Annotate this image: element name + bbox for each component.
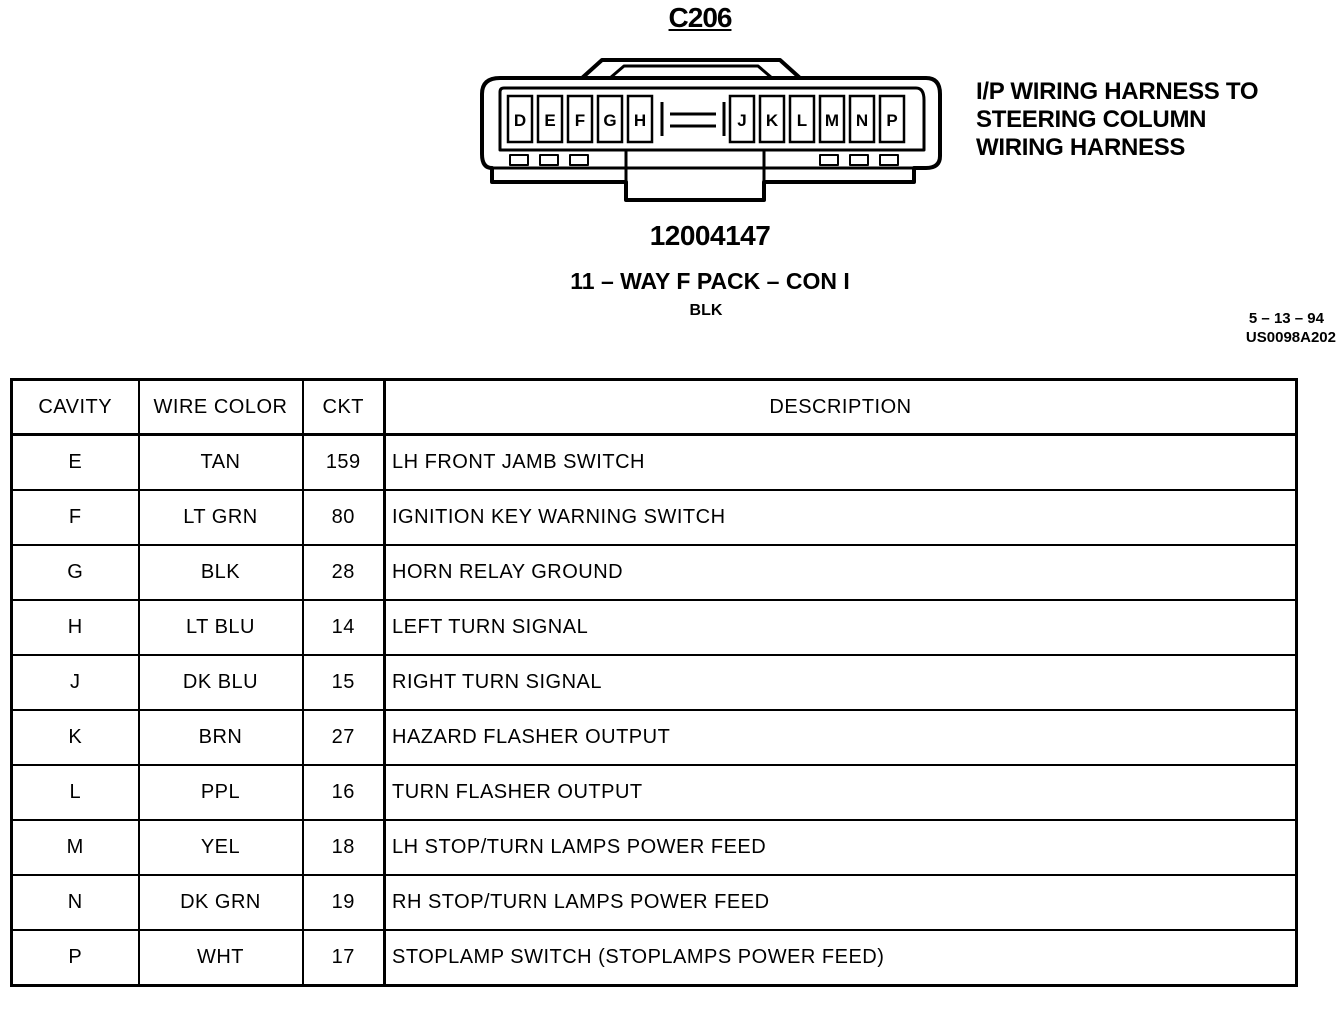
cavity-label: G	[603, 111, 617, 130]
description-cell: LH FRONT JAMB SWITCH	[385, 435, 1297, 491]
wire-color-cell: BLK	[139, 545, 303, 600]
ckt-cell: 27	[303, 710, 385, 765]
table-header-row	[12, 380, 1297, 435]
description-cell: TURN FLASHER OUTPUT	[385, 765, 1297, 820]
cavity-label: F	[574, 111, 586, 130]
table-row	[12, 875, 1297, 930]
cavity-cell: P	[12, 930, 139, 986]
cavity-cell: L	[12, 765, 139, 820]
table-row	[12, 435, 1297, 491]
document-date: 5 – 13 – 94	[1248, 310, 1324, 327]
cavity-label: E	[544, 111, 556, 130]
cavity-label: D	[513, 111, 527, 130]
cavity-label: N	[855, 111, 869, 130]
table-row	[12, 490, 1297, 545]
cavity-cell: K	[12, 710, 139, 765]
description-cell: IGNITION KEY WARNING SWITCH	[385, 490, 1297, 545]
cavity-cell: F	[12, 490, 139, 545]
connector-color: BLK	[689, 302, 723, 319]
cavity-cell: H	[12, 600, 139, 655]
cavity-cell: E	[12, 435, 139, 491]
harness-description	[976, 78, 1258, 162]
cavity-cell: M	[12, 820, 139, 875]
description-cell: LEFT TURN SIGNAL	[385, 600, 1297, 655]
pinout-table	[10, 378, 1298, 987]
connector-face-diagram	[478, 50, 948, 210]
connector-type: 11 – WAY F PACK – CON I	[570, 268, 850, 294]
wire-color-cell: TAN	[139, 435, 303, 491]
header-description: DESCRIPTION	[385, 380, 1297, 435]
ckt-cell: 19	[303, 875, 385, 930]
wire-color-cell: LT BLU	[139, 600, 303, 655]
cavity-label: J	[737, 111, 747, 130]
part-number: 12004147	[649, 220, 771, 251]
description-cell: LH STOP/TURN LAMPS POWER FEED	[385, 820, 1297, 875]
table-row	[12, 545, 1297, 600]
description-cell: HORN RELAY GROUND	[385, 545, 1297, 600]
ckt-cell: 18	[303, 820, 385, 875]
harness-description-line3: WIRING HARNESS	[976, 134, 1186, 161]
wire-color-cell: WHT	[139, 930, 303, 986]
ckt-cell: 14	[303, 600, 385, 655]
description-cell: STOPLAMP SWITCH (STOPLAMPS POWER FEED)	[385, 930, 1297, 986]
cavity-cell: J	[12, 655, 139, 710]
wire-color-cell: BRN	[139, 710, 303, 765]
cavity-cell: N	[12, 875, 139, 930]
wire-color-cell: YEL	[139, 820, 303, 875]
ckt-cell: 17	[303, 930, 385, 986]
harness-description-line2: STEERING COLUMN	[976, 106, 1207, 133]
description-cell: RH STOP/TURN LAMPS POWER FEED	[385, 875, 1297, 930]
ckt-cell: 159	[303, 435, 385, 491]
header-ckt: CKT	[303, 380, 385, 435]
cavity-cell: G	[12, 545, 139, 600]
description-cell: HAZARD FLASHER OUTPUT	[385, 710, 1297, 765]
table-row	[12, 710, 1297, 765]
harness-description-line1: I/P WIRING HARNESS TO	[976, 78, 1259, 105]
ckt-cell: 16	[303, 765, 385, 820]
connector-id: C206	[668, 2, 732, 33]
cavity-label: H	[633, 111, 647, 130]
cavity-label: P	[886, 111, 898, 130]
wire-color-cell: DK BLU	[139, 655, 303, 710]
wire-color-cell: LT GRN	[139, 490, 303, 545]
cavity-label: K	[765, 111, 779, 130]
ckt-cell: 80	[303, 490, 385, 545]
cavity-label: M	[824, 111, 840, 130]
header-wire-color: WIRE COLOR	[139, 380, 303, 435]
description-cell: RIGHT TURN SIGNAL	[385, 655, 1297, 710]
cavity-label: L	[796, 111, 808, 130]
wire-color-cell: PPL	[139, 765, 303, 820]
header-cavity: CAVITY	[12, 380, 139, 435]
document-id: US0098A202	[1245, 329, 1336, 343]
ckt-cell: 28	[303, 545, 385, 600]
table-row	[12, 600, 1297, 655]
table-row	[12, 655, 1297, 710]
table-row	[12, 765, 1297, 820]
ckt-cell: 15	[303, 655, 385, 710]
table-row	[12, 820, 1297, 875]
wire-color-cell: DK GRN	[139, 875, 303, 930]
table-row	[12, 930, 1297, 986]
